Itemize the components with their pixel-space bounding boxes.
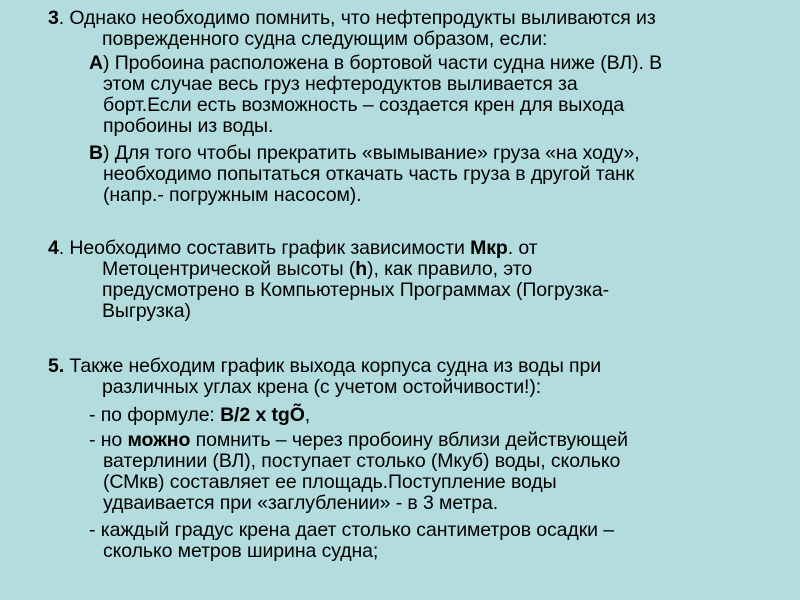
- item-3-paragraph: [48, 8, 656, 50]
- item-4-text-1b: . от: [507, 237, 538, 259]
- item-4-line-2: [48, 259, 609, 280]
- item-3a-line-2: этом случае весь груз нефтеродуктов выливается за: [103, 73, 578, 95]
- item-4-mkr: Мкр: [470, 237, 508, 259]
- item-5-dash-2-line-4: удваивается при «заглублении» - в 3 метра.: [103, 492, 499, 514]
- item-5-dash-2-bold: можно: [127, 429, 191, 451]
- item-4-paragraph: [48, 238, 609, 322]
- item-3a-line-1: [89, 53, 662, 74]
- item-4-text-2b: ), как правило, это: [367, 258, 533, 280]
- item-5-dash-1-suffix: ,: [304, 404, 311, 426]
- item-5-line-1: [48, 356, 601, 377]
- item-3b-line-3: (напр.- погружным насосом).: [103, 184, 362, 206]
- item-3b-paragraph: [89, 143, 640, 206]
- item-4-number: 4: [48, 237, 59, 259]
- item-5-paragraph: [48, 356, 601, 398]
- item-4-line-3: предусмотрено в Компьютерных Программах (Погрузка-: [102, 279, 610, 301]
- item-5-dash-2-rest: помнить – через пробоину вблизи действующей: [190, 429, 628, 451]
- item-3-line-1: [48, 8, 656, 29]
- item-3a-line-4: пробоины из воды.: [103, 115, 274, 137]
- item-5-dash-2-line-3: (СМкв) составляет ее площадь.Поступление воды: [103, 471, 557, 493]
- item-5-dash-1-line: [89, 405, 310, 426]
- item-3a-line-3: борт.Если есть возможность – создается крен для выхода: [103, 94, 625, 116]
- item-3-line-2: поврежденного судна следующим образом, если:: [102, 28, 548, 50]
- item-5-dash-3: [89, 520, 614, 562]
- item-5-dash-3-line-1: - каждый градус крена дает столько сантиметров осадки –: [89, 519, 614, 541]
- item-4-line-1: [48, 238, 609, 259]
- item-4-text-1a: . Необходимо составить график зависимости: [58, 237, 471, 259]
- item-4-text-2a: Метоцентрической высоты (: [102, 258, 356, 280]
- item-3a-text-1: ) Пробоина расположена в бортовой части судна ниже (ВЛ). В: [102, 52, 662, 74]
- item-5-dash-3-line-2: сколько метров ширина судна;: [103, 540, 379, 562]
- item-5-line-2: различных углах крена (с учетом остойчивости!):: [102, 376, 542, 398]
- item-3a-paragraph: [89, 53, 662, 137]
- item-5-formula: B/2 x tgÕ: [220, 404, 305, 426]
- item-5-dash-2-prefix: - но: [89, 429, 128, 451]
- item-3b-line-1: [89, 143, 640, 164]
- item-3a-letter: А: [89, 52, 103, 74]
- item-5-dash-1: [89, 405, 310, 426]
- item-5-number: 5.: [48, 355, 65, 377]
- item-5-dash-1-prefix: - по формуле:: [89, 404, 221, 426]
- item-3b-letter: В: [89, 142, 103, 164]
- item-3-number: 3: [48, 7, 59, 29]
- item-3b-line-2: необходимо попытаться откачать часть груза в другой танк: [103, 163, 635, 185]
- item-5-dash-2-line-2: ватерлинии (ВЛ), поступает столько (Мкуб) воды, сколько: [103, 450, 621, 472]
- item-4-line-4: Выгрузка): [102, 300, 191, 322]
- item-5-dash-2: [89, 430, 628, 514]
- item-3-text-1: . Однако необходимо помнить, что нефтепродукты выливаются из: [58, 7, 656, 29]
- item-3b-text-1: ) Для того чтобы прекратить «вымывание» груза «на ходу»,: [102, 142, 640, 164]
- item-5-dash-2-line-1: [89, 430, 628, 451]
- item-5-text-1: Также небходим график выхода корпуса судна из воды при: [64, 355, 602, 377]
- item-4-h: h: [355, 258, 368, 280]
